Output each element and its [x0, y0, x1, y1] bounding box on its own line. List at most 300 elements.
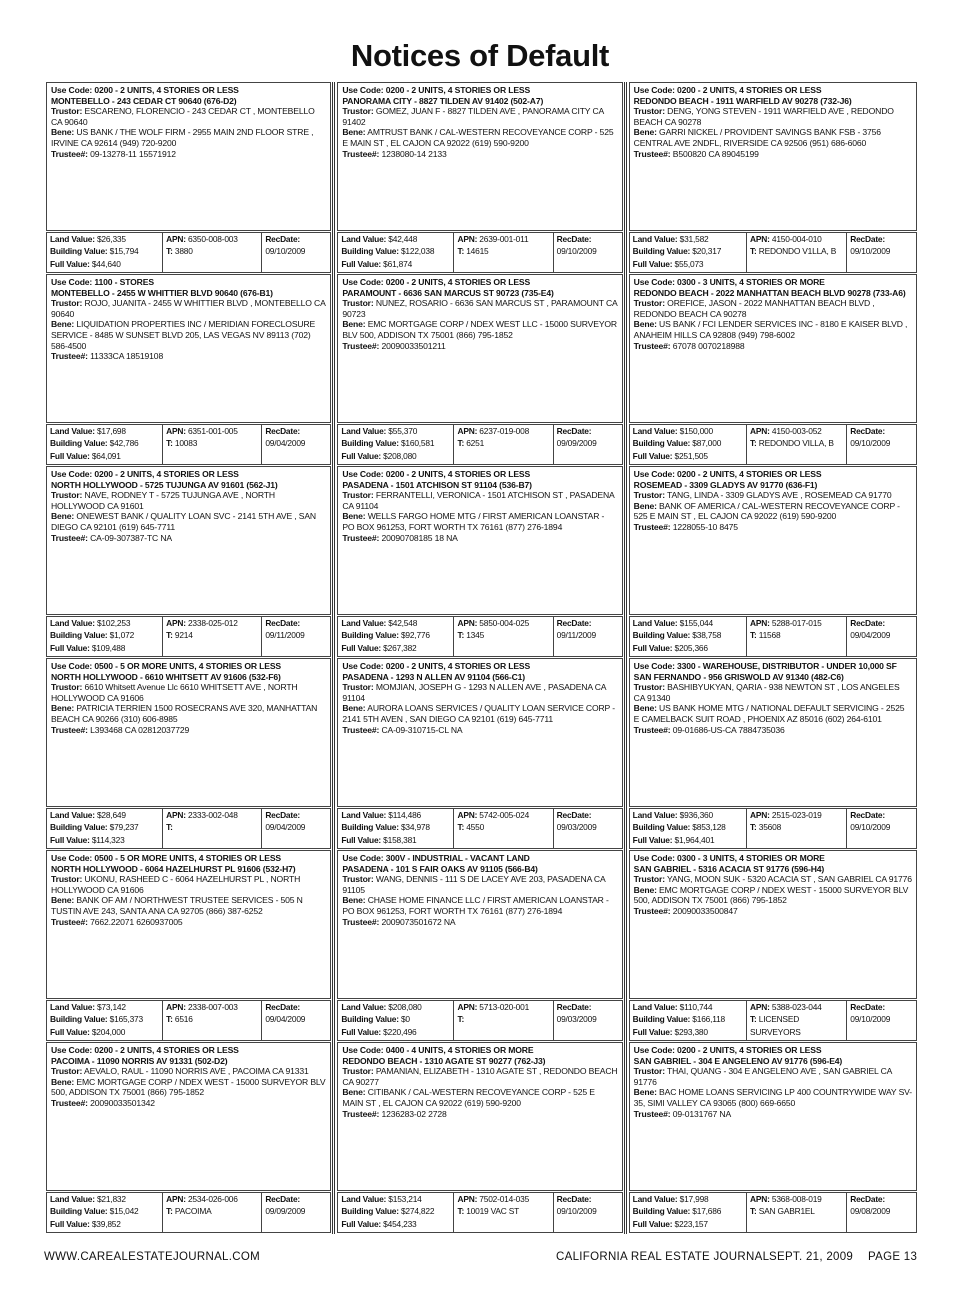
recdate-col	[554, 809, 622, 848]
trustor-line	[51, 106, 326, 127]
trustor-label: Trustor:	[51, 490, 83, 501]
trustee-label: Trustee#:	[633, 521, 671, 532]
apn-label: APN:	[457, 618, 478, 628]
use-code: Use Code: 0200 - 2 UNITS, 4 STORIES OR LESS	[342, 661, 531, 671]
apn-label: APN:	[750, 1002, 770, 1012]
bene-line	[51, 127, 326, 148]
recdate-value-line	[557, 245, 619, 257]
recdate-value-line	[557, 1205, 619, 1217]
building-value-line	[633, 245, 743, 257]
tract-line	[166, 821, 258, 833]
recdate-value-line	[850, 629, 913, 641]
recdate-label: RecDate:	[265, 618, 301, 628]
building-value: $79,237	[109, 822, 139, 833]
trustee-label: Trustee#:	[633, 340, 671, 351]
trustor-label: Trustor:	[342, 874, 374, 885]
recdate-value: 09/04/2009	[265, 438, 306, 449]
recdate-value-line	[265, 1013, 327, 1025]
full-value: $109,488	[91, 642, 126, 653]
apn-line	[750, 233, 843, 245]
use-code: Use Code: 0400 - 4 UNITS, 4 STORIES OR MORE	[342, 1045, 534, 1055]
recdate-value-line	[850, 245, 913, 257]
recdate-value: 09/09/2009	[265, 1206, 306, 1217]
notice-cell	[335, 274, 626, 466]
bene-value: WELLS FARGO HOME MTG / FIRST AMERICAN LOANSTAR - PO BOX 961253, FORT WORTH TX 76161 (877) 276-1894	[342, 511, 605, 532]
recdate-col	[554, 233, 622, 272]
trustor-label: Trustor:	[51, 1066, 83, 1077]
use-code: Use Code: 0200 - 2 UNITS, 4 STORIES OR LESS	[342, 469, 531, 479]
value-col	[338, 233, 454, 272]
building-label: Building Value:	[632, 438, 691, 449]
apn-line	[457, 809, 549, 821]
recdate-value: 09/10/2009	[556, 246, 597, 257]
notice-cell	[44, 1042, 335, 1234]
apn-col	[454, 617, 553, 656]
trustor-label: Trustor:	[342, 1066, 374, 1077]
apn-value: 6351-001-005	[187, 426, 238, 436]
apn-label: APN:	[457, 810, 478, 820]
apn-col	[163, 1193, 262, 1232]
land-value-line	[633, 617, 743, 629]
property-address: SAN FERNANDO - 956 GRISWOLD AV 91340 (482-C6)	[633, 671, 844, 682]
recdate-label-line	[557, 1193, 619, 1205]
apn-label: APN:	[750, 810, 770, 820]
trustee-value: 7662.22071 6260937005	[90, 916, 183, 927]
property-address: MONTEBELLO - 243 CEDAR CT 90640 (676-D2)	[51, 95, 237, 106]
notice-text	[46, 466, 331, 615]
recdate-value: 09/10/2009	[265, 246, 306, 257]
tract-value: 10019 VAC ST	[466, 1206, 520, 1217]
tract-value: 6516	[174, 1014, 193, 1025]
notice-cell	[335, 82, 626, 274]
land-label: Land Value:	[341, 810, 387, 820]
land-value-line	[50, 1001, 159, 1013]
bene-value: EMC MORTGAGE CORP / NDEX WEST LLC - 15000 SURVEYOR BLV 500, ADDISON TX 75001 (866) 795-1852	[342, 319, 617, 340]
recdate-label: RecDate:	[265, 426, 301, 436]
land-value: $150,000	[679, 426, 713, 436]
notice-cell	[627, 82, 918, 274]
apn-value: 2338-025-012	[187, 618, 238, 628]
recdate-col	[847, 809, 916, 848]
bene-value: CITIBANK / CAL-WESTERN RECOVEYANCE CORP - 525 E MAIN ST , EL CAJON CA 92022 (619) 590-9200	[342, 1087, 595, 1108]
use-code: Use Code: 0200 - 2 UNITS, 4 STORIES OR LESS	[633, 469, 822, 479]
bene-value: CHASE HOME FINANCE LLC / FIRST AMERICAN LOANSTAR - PO BOX 961253, FORT WORTH TX 76161 (877) 276-1894	[342, 895, 609, 916]
full-value: $223,157	[674, 1218, 708, 1229]
full-value: $1,964,401	[674, 834, 715, 845]
full-label: Full Value:	[632, 258, 673, 269]
apn-label: APN:	[457, 234, 478, 244]
trustor-line	[634, 106, 912, 127]
tract-line	[750, 245, 843, 257]
recdate-value: 09/10/2009	[850, 246, 891, 257]
building-label: Building Value:	[632, 630, 691, 641]
bene-label: Bene:	[51, 703, 75, 714]
apn-line	[457, 1193, 549, 1205]
land-value: $73,142	[96, 1002, 126, 1012]
full-value-line	[633, 258, 743, 270]
property-address: MONTEBELLO - 2455 W WHITTIER BLVD 90640 (676-B1)	[51, 287, 273, 298]
trustee-line	[342, 149, 617, 160]
apn-col	[163, 233, 262, 272]
full-value-line	[633, 450, 743, 462]
notice-cell	[44, 82, 335, 274]
recdate-value: 09/09/2009	[556, 438, 597, 449]
land-value: $42,448	[388, 234, 418, 244]
recdate-label-line	[265, 1193, 327, 1205]
trustee-label: Trustee#:	[633, 148, 671, 159]
tract-value: 11568	[758, 630, 781, 641]
notice-cell	[627, 466, 918, 658]
bene-value: BANK OF AMERICA / CAL-WESTERN RECOVEYANCE CORP - 525 E MAIN ST , EL CAJON CA 92022 (619) 590-9200	[633, 500, 900, 522]
notice-text	[629, 82, 917, 231]
tract-label: T:	[750, 1014, 757, 1025]
full-value-line	[341, 258, 450, 270]
trustee-label: Trustee#:	[51, 351, 88, 362]
bene-line	[342, 127, 617, 148]
bene-label: Bene:	[633, 703, 657, 714]
building-value: $160,581	[400, 438, 435, 449]
recdate-label-line	[557, 233, 619, 245]
property-address: PASADENA - 1293 N ALLEN AV 91104 (566-C1)	[342, 671, 525, 682]
bene-line	[634, 703, 912, 724]
tract-line	[457, 437, 549, 449]
apn-col	[163, 809, 262, 848]
land-value: $28,649	[96, 810, 126, 820]
building-value-line	[50, 821, 159, 833]
trustee-label: Trustee#:	[633, 1108, 671, 1119]
use-code: Use Code: 3300 - WAREHOUSE, DISTRIBUTOR - UNDER 10,000 SF	[633, 661, 897, 671]
building-label: Building Value:	[632, 822, 691, 833]
land-value-line	[341, 233, 450, 245]
notice-cell	[627, 850, 918, 1042]
apn-value: 7502-014-035	[479, 1194, 530, 1204]
recdate-value-line	[265, 629, 327, 641]
trustee-line	[342, 917, 617, 928]
full-value: $55,073	[674, 258, 704, 269]
recdate-value: 09/10/2009	[850, 438, 891, 449]
value-table	[46, 1192, 331, 1233]
value-table	[337, 1192, 622, 1233]
building-value: $42,786	[109, 438, 139, 449]
trustor-value: YANG, MOON SUK - 5320 ACACIA ST , SAN GABRIEL CA 91776	[667, 874, 912, 885]
full-value-line	[341, 834, 450, 846]
full-value: $64,091	[91, 450, 121, 461]
building-value: $274,822	[400, 1206, 435, 1217]
full-label: Full Value:	[632, 642, 673, 653]
trustor-label: Trustor:	[633, 106, 665, 117]
full-value-line	[633, 834, 743, 846]
apn-label: APN:	[750, 618, 770, 628]
recdate-value-line	[557, 629, 619, 641]
building-value-line	[50, 1205, 159, 1217]
use-code: Use Code: 0200 - 2 UNITS, 4 STORIES OR LESS	[51, 1045, 239, 1055]
notice-cell	[627, 1042, 918, 1234]
building-value-line	[633, 629, 743, 641]
land-label: Land Value:	[50, 810, 95, 820]
trustor-label: Trustor:	[633, 490, 665, 501]
building-value-line	[50, 1013, 159, 1025]
recdate-label: RecDate:	[265, 1194, 301, 1204]
apn-value: 2639-001-011	[479, 234, 529, 244]
tract-line	[457, 821, 549, 833]
notice-cell	[627, 658, 918, 850]
full-value: $158,381	[383, 834, 417, 845]
trustor-value: PAMANIAN, ELIZABETH - 1310 AGATE ST , REDONDO BEACH CA 90277	[342, 1066, 618, 1087]
apn-col	[163, 1001, 262, 1040]
apn-line	[750, 1193, 843, 1205]
trustor-line	[51, 682, 326, 703]
apn-value: 2515-023-019	[771, 810, 822, 820]
tract-value: LICENSED SURVEYORS	[750, 1014, 801, 1037]
notice-text	[337, 274, 622, 423]
trustee-label: Trustee#:	[342, 916, 380, 927]
notice-cell	[335, 658, 626, 850]
recdate-label: RecDate:	[850, 1002, 885, 1012]
notice-cell	[335, 1042, 626, 1234]
land-label: Land Value:	[50, 1002, 95, 1012]
trustee-value: 1228055-10 8475	[672, 521, 738, 532]
land-value: $21,832	[96, 1194, 126, 1204]
property-address: REDONDO BEACH - 1310 AGATE ST 90277 (762-J3)	[342, 1055, 546, 1066]
full-label: Full Value:	[50, 1026, 90, 1037]
trustee-label: Trustee#:	[51, 1097, 88, 1108]
trustor-value: UKONU, RASHEED C - 6064 HAZELHURST PL , NORTH HOLLYWOOD CA 91606	[51, 874, 301, 895]
recdate-label-line	[557, 425, 619, 437]
trustee-label: Trustee#:	[51, 148, 88, 159]
trustee-line	[634, 522, 912, 533]
building-value-line	[633, 1013, 743, 1025]
recdate-col	[554, 1193, 622, 1232]
recdate-value-line	[265, 1205, 327, 1217]
trustor-label: Trustor:	[633, 298, 665, 309]
trustor-label: Trustor:	[51, 682, 83, 693]
value-table	[629, 424, 917, 465]
recdate-value-line	[850, 821, 913, 833]
land-label: Land Value:	[341, 618, 387, 628]
bene-label: Bene:	[342, 703, 366, 714]
apn-line	[166, 617, 258, 629]
building-value-line	[341, 245, 450, 257]
apn-label: APN:	[457, 1194, 478, 1204]
tract-label: T:	[166, 1014, 173, 1025]
trustor-value: AEVALO, RAUL - 11090 NORRIS AVE , PACOIMA CA 91331	[84, 1066, 309, 1077]
trustor-label: Trustor:	[51, 298, 83, 309]
building-value: $15,794	[109, 246, 139, 257]
trustee-value: CA-09-310715-CL NA	[381, 724, 463, 735]
tract-value: 9214	[174, 630, 193, 641]
notice-text	[337, 466, 622, 615]
trustee-line	[51, 917, 326, 928]
property-address: PASADENA - 1501 ATCHISON ST 91104 (536-B7)	[342, 479, 532, 490]
tract-line	[457, 1205, 549, 1217]
trustee-label: Trustee#:	[342, 340, 380, 351]
full-value-line	[50, 258, 159, 270]
recdate-label-line	[265, 617, 327, 629]
trustor-value: GOMEZ, JUAN F - 8827 TILDEN AVE , PANORAMA CITY CA 91402	[342, 106, 604, 127]
bene-line	[342, 319, 617, 340]
bene-line	[634, 885, 912, 906]
building-label: Building Value:	[632, 246, 691, 257]
use-code: Use Code: 0200 - 2 UNITS, 4 STORIES OR LESS	[51, 469, 239, 479]
apn-label: APN:	[457, 1002, 478, 1012]
recdate-value-line	[850, 437, 913, 449]
bene-line	[342, 703, 617, 724]
building-label: Building Value:	[341, 630, 399, 641]
bene-label: Bene:	[342, 511, 366, 522]
apn-value: 5368-008-019	[771, 1194, 822, 1204]
trustee-value: CA-09-307387-TC NA	[90, 532, 172, 543]
recdate-col	[554, 617, 622, 656]
recdate-value: 09/04/2009	[850, 630, 891, 641]
full-label: Full Value:	[632, 834, 673, 845]
apn-col	[454, 809, 553, 848]
full-value-line	[50, 642, 159, 654]
recdate-value: 09/03/2009	[556, 1014, 597, 1025]
trustor-value: THAI, QUANG - 304 E ANGELENO AVE , SAN GABRIEL CA 91776	[633, 1066, 892, 1087]
tract-value: 4550	[466, 822, 485, 833]
trustee-value: 09-13278-11 15571912	[90, 148, 176, 159]
recdate-label-line	[850, 1193, 913, 1205]
value-col	[630, 1001, 747, 1040]
trustee-line	[634, 341, 912, 352]
notices-grid	[44, 82, 918, 1234]
building-value-line	[341, 1013, 450, 1025]
property-address: PANORAMA CITY - 8827 TILDEN AV 91402 (502-A7)	[342, 95, 544, 106]
value-col	[338, 809, 454, 848]
trustor-value: 6610 Whitsett Avenue Llc 6610 WHITSETT AVE , NORTH HOLLYWOOD CA 91606	[51, 682, 298, 703]
notice-text	[337, 82, 622, 231]
building-value-line	[341, 437, 450, 449]
recdate-value: 09/10/2009	[850, 822, 891, 833]
building-label: Building Value:	[341, 246, 399, 257]
full-label: Full Value:	[341, 1026, 382, 1037]
trustor-value: ESCARENO, FLORENCIO - 243 CEDAR CT , MONTEBELLO CA 90640	[51, 106, 315, 127]
apn-value: 4150-004-010	[771, 234, 822, 244]
tract-line	[750, 1205, 843, 1217]
value-col	[47, 1001, 163, 1040]
tract-label: T:	[166, 1206, 173, 1217]
bene-line	[634, 319, 912, 340]
bene-line	[51, 703, 326, 724]
tract-line	[166, 1013, 258, 1025]
apn-line	[166, 1193, 258, 1205]
notice-text	[629, 274, 917, 423]
building-value: $166,118	[692, 1014, 726, 1025]
trustee-value: 11333CA 18519108	[90, 351, 164, 362]
notice-row	[44, 274, 918, 466]
tract-label: T:	[750, 630, 757, 641]
trustee-value: 20090033501211	[381, 340, 446, 351]
bene-value: LIQUIDATION PROPERTIES INC / MERIDIAN FORECLOSURE SERVICE - 8485 W SUNSET BLVD 205, LAS VEGAS NV 89113 (702) 586-4500	[51, 319, 316, 351]
tract-label: T:	[750, 246, 757, 257]
tract-value: 10083	[174, 438, 198, 449]
trustor-value: OREFICE, JASON - 2022 MANHATTAN BEACH BLVD , REDONDO BEACH CA 90278	[633, 298, 875, 319]
notice-row	[44, 82, 918, 274]
value-table	[46, 424, 331, 465]
trustor-value: BASHIBYUKYAN, QARIA - 938 NEWTON ST , LOS ANGELES CA 91340	[633, 682, 900, 703]
full-value: $205,366	[674, 642, 708, 653]
building-value-line	[633, 437, 743, 449]
trustee-label: Trustee#:	[342, 724, 380, 735]
full-value: $61,874	[383, 258, 413, 269]
recdate-label-line	[265, 1001, 327, 1013]
building-label: Building Value:	[50, 246, 108, 257]
full-label: Full Value:	[341, 1218, 382, 1229]
apn-line	[457, 233, 549, 245]
recdate-label: RecDate:	[850, 618, 885, 628]
tract-label: T:	[457, 1206, 465, 1217]
apn-label: APN:	[166, 618, 186, 628]
value-table	[337, 232, 622, 273]
trustor-line	[342, 874, 617, 895]
trustee-value: 20090708185 18 NA	[381, 532, 458, 543]
trustee-value: 2009073501672 NA	[381, 916, 456, 927]
land-value-line	[50, 809, 159, 821]
recdate-value: 09/08/2009	[850, 1206, 891, 1217]
tract-label: T:	[166, 438, 173, 449]
land-value-line	[50, 617, 159, 629]
bene-label: Bene:	[51, 511, 75, 522]
trustee-value: L393468 CA 02812037729	[90, 724, 190, 735]
trustor-value: TANG, LINDA - 3309 GLADYS AVE , ROSEMEAD CA 91770	[667, 490, 892, 501]
trustor-line	[634, 298, 912, 319]
value-col	[338, 617, 454, 656]
trustor-label: Trustor:	[342, 106, 374, 117]
recdate-label: RecDate:	[556, 618, 592, 628]
use-code: Use Code: 1100 - STORES	[51, 277, 154, 287]
full-value-line	[50, 1026, 159, 1038]
trustee-label: Trustee#:	[633, 905, 671, 916]
recdate-label-line	[557, 617, 619, 629]
land-label: Land Value:	[341, 426, 387, 436]
tract-value: SAN GABR1EL	[758, 1206, 815, 1217]
trustor-value: WANG, DENNIS - 111 S DE LACEY AVE 203, PASADENA CA 91105	[342, 874, 606, 895]
full-value-line	[341, 1026, 450, 1038]
trustee-line	[634, 906, 912, 917]
full-label: Full Value:	[632, 450, 673, 461]
building-label: Building Value:	[341, 1206, 399, 1217]
tract-label: T:	[457, 1014, 465, 1025]
recdate-col	[847, 233, 916, 272]
land-value-line	[633, 425, 743, 437]
recdate-col	[262, 1193, 330, 1232]
building-label: Building Value:	[50, 1014, 108, 1025]
full-label: Full Value:	[341, 450, 382, 461]
notice-cell	[335, 466, 626, 658]
use-code: Use Code: 0300 - 3 UNITS, 4 STORIES OR MORE	[633, 277, 825, 287]
apn-value: 2338-007-003	[187, 1002, 238, 1012]
building-value-line	[50, 629, 159, 641]
full-value: $251,505	[674, 450, 708, 461]
tract-label: T:	[166, 630, 173, 641]
building-value: $853,128	[692, 822, 726, 833]
notice-text	[46, 1042, 331, 1191]
recdate-col	[262, 617, 330, 656]
full-value-line	[50, 1218, 159, 1230]
page-title: Notices of Default	[350, 38, 610, 73]
apn-line	[457, 617, 549, 629]
bene-value: US BANK / THE WOLF FIRM - 2955 MAIN 2ND FLOOR STRE , IRVINE CA 92614 (949) 720-9200	[51, 127, 314, 148]
building-value: $87,000	[692, 438, 722, 449]
recdate-col	[262, 809, 330, 848]
building-label: Building Value:	[50, 1206, 108, 1217]
property-address: NORTH HOLLYWOOD - 6064 HAZELHURST PL 91606 (532-H7)	[51, 863, 296, 874]
property-address: NORTH HOLLYWOOD - 5725 TUJUNGA AV 91601 (562-J1)	[51, 479, 278, 490]
notice-row	[44, 658, 918, 850]
trustor-line	[634, 490, 912, 501]
full-label: Full Value:	[341, 258, 382, 269]
land-value-line	[341, 425, 450, 437]
